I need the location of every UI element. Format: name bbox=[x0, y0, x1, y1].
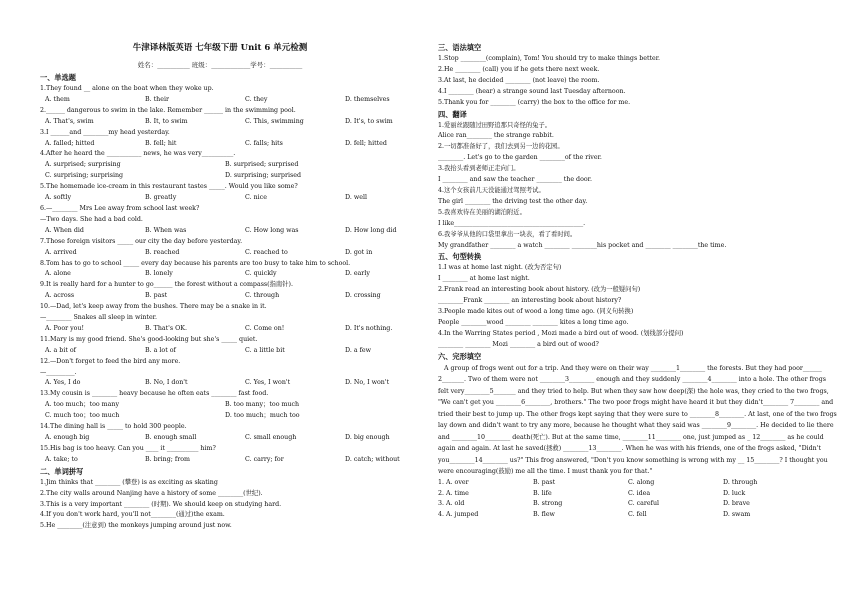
option[interactable]: B. past bbox=[145, 292, 168, 300]
pattern-answer: ________Frank ________ an interesting book about history? bbox=[438, 297, 622, 305]
translation-prompt: 6.我爷爷从他的口袋里拿出一块表，看了看时间。 bbox=[438, 230, 577, 238]
grammar-item: 4.I ________ (hear) a strange sound last Tuesday afternoon. bbox=[438, 87, 626, 95]
options bbox=[40, 346, 440, 357]
right-column bbox=[438, 42, 838, 521]
option[interactable]: D. themselves bbox=[345, 95, 390, 103]
option[interactable]: A. When did bbox=[45, 226, 84, 234]
question: 9.It is really hard for a hunter to go______ the forest without a compass(指南针). bbox=[40, 281, 293, 289]
question: 4.After he heard the ___________ news, he was very__________. bbox=[40, 150, 236, 158]
options bbox=[40, 117, 440, 128]
option[interactable]: C. careful bbox=[628, 500, 660, 508]
translation-answer: I ________ and saw the teacher ________ the door. bbox=[438, 176, 592, 184]
pattern-prompt: 1.I was at home last night. (改为否定句) bbox=[438, 264, 562, 272]
grammar-item: 1.Stop ________(complain), Tom! You should try to make things better. bbox=[438, 55, 661, 62]
pattern-prompt: 2.Frank read an interesting book about history. (改为一般疑问句) bbox=[438, 286, 641, 294]
question: 2.______ dangerous to swim in the lake. Remember ______ in the swimming pool. bbox=[40, 106, 296, 114]
option[interactable]: D. swam bbox=[723, 511, 751, 519]
options bbox=[40, 95, 440, 106]
option[interactable]: C. Yes, I won't bbox=[245, 379, 291, 387]
question: 3.I ______and ________my head yesterday. bbox=[40, 128, 170, 136]
options bbox=[40, 291, 440, 302]
option[interactable]: B. When was bbox=[145, 226, 187, 234]
option[interactable]: D. well bbox=[345, 194, 367, 202]
options bbox=[40, 160, 440, 182]
option[interactable]: D. fell; hitted bbox=[345, 139, 387, 147]
question: 10.—Dad, let's keep away from the bushes. There may be a snake in it. bbox=[40, 303, 267, 311]
option[interactable]: D. brave bbox=[723, 500, 750, 508]
option[interactable]: D. too much；much too bbox=[225, 412, 300, 420]
option[interactable]: 2. A. time bbox=[438, 489, 469, 497]
option[interactable]: A. arrived bbox=[45, 248, 77, 256]
option[interactable]: A. too much；too many bbox=[45, 401, 120, 409]
options bbox=[40, 269, 440, 280]
section-title: 六、完形填空 bbox=[438, 351, 482, 361]
translation-prompt: 4.这个女孩前几天没能通过驾照考试。 bbox=[438, 186, 545, 194]
section-title: 四、翻译 bbox=[438, 109, 467, 119]
option[interactable]: A. softly bbox=[45, 194, 72, 202]
option[interactable]: C. much too；too much bbox=[45, 412, 120, 420]
option[interactable]: 4. A. jumped bbox=[438, 511, 479, 519]
options bbox=[438, 478, 838, 489]
option[interactable]: B. life bbox=[533, 489, 552, 497]
spelling-item: 2.The city walls around Nanjing have a history of some ________(世纪). bbox=[40, 489, 263, 497]
option[interactable]: A. across bbox=[45, 292, 75, 300]
option[interactable]: C. Come on! bbox=[245, 324, 285, 332]
option[interactable]: D. catch; without bbox=[345, 455, 400, 463]
options bbox=[40, 324, 440, 335]
option[interactable]: 3. A. old bbox=[438, 500, 465, 508]
translation-answer: Alice ran________ the strange rabbit. bbox=[438, 132, 554, 140]
question-line: —________ Snakes all sleep in winter. bbox=[40, 314, 158, 322]
translation-answer: The girl ________ the driving test the other day. bbox=[438, 197, 588, 205]
option[interactable]: C. carry; for bbox=[245, 455, 284, 463]
option[interactable]: C. falls; hits bbox=[245, 139, 283, 147]
option[interactable]: A. alone bbox=[45, 270, 71, 278]
options bbox=[40, 378, 440, 389]
option[interactable]: B. enough small bbox=[145, 434, 197, 441]
spelling-item: 1.Jim thinks that ________ (攀登) is as exciting as skating bbox=[40, 478, 218, 486]
question: 15.His bag is too heavy. Can you ____ it __________ him? bbox=[40, 444, 216, 452]
option[interactable]: B. greatly bbox=[145, 194, 177, 202]
option[interactable]: B. too many；too much bbox=[225, 401, 300, 409]
translation-answer: ________. Let's go to the garden ________of the river. bbox=[438, 154, 602, 162]
option[interactable]: D. crossing bbox=[345, 292, 381, 300]
option[interactable]: B. their bbox=[145, 95, 169, 103]
option[interactable]: D. surprising; surprised bbox=[225, 172, 301, 180]
page-title: 牛津译林版英语 七年级下册 Unit 6 单元检测 bbox=[132, 43, 308, 53]
question-line: —_________. bbox=[40, 368, 77, 376]
option[interactable]: A. Yes, I do bbox=[45, 379, 81, 387]
option[interactable]: D. It's nothing. bbox=[345, 324, 393, 332]
spelling-item: 3.This is a very important ________ (时期). We should keep on studying hard. bbox=[40, 500, 282, 508]
option[interactable]: A. them bbox=[45, 95, 70, 103]
pattern-answer: People ________wood ________ ________ kites a long time ago. bbox=[438, 318, 629, 326]
option[interactable]: D. through bbox=[723, 478, 758, 486]
option[interactable]: D. early bbox=[345, 270, 370, 278]
option[interactable]: D. It's, to swim bbox=[345, 117, 393, 125]
pattern-prompt: 4.In the Warring States period , Mozi made a bird out of wood. (划线部分提问) bbox=[438, 329, 684, 337]
translation-prompt: 2.一切都准备好了，我们去到另一边的花园。 bbox=[438, 143, 564, 151]
student-info-line: 姓名：__________ 班级：____________学号：__________ bbox=[137, 61, 303, 69]
translation-answer: My grandfather ________ a watch ________ ________his pocket and ________ ________the time. bbox=[438, 241, 727, 249]
option[interactable]: C. a little bit bbox=[245, 346, 285, 354]
options bbox=[40, 455, 440, 466]
translation-answer: I like_________________________________________. bbox=[438, 219, 586, 227]
option[interactable]: C. How long was bbox=[245, 226, 299, 234]
options bbox=[40, 400, 440, 422]
option[interactable]: B. lonely bbox=[145, 270, 173, 278]
option[interactable]: C. through bbox=[245, 292, 280, 300]
question: 6.—________ Mrs Lee away from school last week? bbox=[40, 204, 200, 212]
option[interactable]: B. No, I don't bbox=[145, 379, 188, 387]
option[interactable]: B. It, to swim bbox=[145, 117, 188, 125]
translation-prompt: 5.我喜欢待在美丽的湖泊附近。 bbox=[438, 208, 526, 216]
option[interactable]: A. That's, swim bbox=[45, 117, 94, 125]
option[interactable]: B. past bbox=[533, 478, 556, 486]
option[interactable]: D. a few bbox=[345, 346, 372, 354]
pattern-answer: I ________ at home last night. bbox=[438, 275, 530, 283]
grammar-item: 5.Thank you for ________ (carry) the box to the office for me. bbox=[438, 98, 631, 106]
question-line: —Two days. She had a bad cold. bbox=[40, 215, 143, 223]
question: 13.My cousin is ________ heavy because he often eats ________ fast food. bbox=[40, 390, 269, 398]
option[interactable]: B. flew bbox=[533, 511, 555, 519]
question: 11.Mary is my good friend. She's good-looking but she's _____ quiet. bbox=[40, 335, 258, 343]
options bbox=[438, 499, 838, 510]
question: 14.The dining hall is _____ to hold 300 people. bbox=[40, 423, 187, 431]
option[interactable]: C. idea bbox=[628, 489, 651, 497]
option[interactable]: A. surprised; surprising bbox=[45, 161, 121, 169]
option[interactable]: A. falled; hitted bbox=[45, 139, 95, 147]
options bbox=[438, 510, 838, 521]
grammar-item: 2.He ________ (call) you if he gets there next week. bbox=[438, 65, 600, 73]
option[interactable]: D. How long did bbox=[345, 226, 397, 234]
option[interactable]: B. reached bbox=[145, 248, 180, 256]
option[interactable]: B. bring; from bbox=[145, 455, 190, 463]
option[interactable]: D. big enough bbox=[345, 434, 390, 441]
section-title: 一、单选题 bbox=[40, 73, 76, 82]
option[interactable]: B. fell; hit bbox=[145, 139, 177, 147]
translation-prompt: 3.我抬头看到老师正走向门。 bbox=[438, 165, 520, 173]
option[interactable]: B. strong bbox=[533, 500, 563, 508]
pattern-answer: ________ ________ Mozi ________ a bird out of wood? bbox=[438, 340, 599, 348]
option[interactable]: C. along bbox=[628, 478, 655, 486]
options bbox=[40, 139, 440, 150]
question: 1.They found __ alone on the boat when they woke up. bbox=[40, 85, 214, 92]
option[interactable]: C. This, swimming bbox=[245, 117, 304, 125]
option[interactable]: C. nice bbox=[245, 194, 267, 202]
option[interactable]: D. No, I won't bbox=[345, 379, 390, 387]
section-title: 五、句型转换 bbox=[438, 252, 482, 262]
option[interactable]: C. reached to bbox=[245, 248, 288, 256]
question: 7.Those foreign visitors _____ our city the day before yesterday. bbox=[40, 237, 243, 245]
option[interactable]: C. fell bbox=[628, 511, 647, 519]
option[interactable]: C. they bbox=[245, 95, 268, 103]
option[interactable]: A. take; to bbox=[45, 455, 78, 463]
option[interactable]: C. surprising; surprising bbox=[45, 172, 124, 180]
option[interactable]: C. small enough bbox=[245, 434, 297, 441]
question: 12.—Don't forget to feed the bird any more. bbox=[40, 357, 181, 365]
options bbox=[40, 248, 440, 259]
option[interactable]: 1. A. over bbox=[438, 478, 469, 486]
question: 5.The homemade ice-cream in this restaurant tastes _____. Would you like some? bbox=[40, 183, 298, 191]
question: 8.Tom has to go to school _____ every day because his parents are too busy to take him to school. bbox=[40, 259, 351, 267]
option[interactable]: A. Poor you! bbox=[45, 324, 85, 332]
option[interactable]: B. surprised; surprised bbox=[225, 161, 299, 169]
pattern-prompt: 3.People made kites out of wood a long time ago. (同义句转换) bbox=[438, 308, 634, 316]
left-column bbox=[40, 72, 440, 532]
option[interactable]: D. luck bbox=[723, 489, 746, 497]
option[interactable]: A. a bit of bbox=[45, 346, 77, 354]
options bbox=[438, 489, 838, 500]
option[interactable]: B. That's OK. bbox=[145, 324, 188, 332]
options bbox=[40, 193, 440, 204]
option[interactable]: B. a lot of bbox=[145, 346, 176, 354]
section-title: 三、语法填空 bbox=[438, 43, 482, 52]
section-title: 二、单词拼写 bbox=[40, 466, 84, 476]
options bbox=[40, 433, 440, 444]
option[interactable]: D. got in bbox=[345, 248, 373, 256]
option[interactable]: C. quickly bbox=[245, 270, 277, 278]
options bbox=[40, 226, 440, 237]
translation-prompt: 1.爱丽丝跟随过田野追那只奇怪的兔子。 bbox=[438, 121, 552, 129]
spelling-item: 4.If you don't work hard, you'll not________(通过)the exam. bbox=[40, 511, 225, 519]
cloze-passage: A group of frogs went out for a trip. And they were on their way ________1________ the forests. But they had poor______ 2_______. Two of them were not ________3________ enough and they suddenly ________4________ into a hole. The other frogs felt very________5_______ and they tried to help. But when they saw how deep(深) the hole was, they cried to the two frogs, "We can't get you ________6________, brothers." The two poor frogs might have heard it but they didn't________ 7________ and tried their best to jump up. The other frogs kept saying that they were sure to ________8________. At last, one of the two frogs lay down and didn't want to try any more, because he thought what they said was ________9________. He decided to lie there and ________10________ death(死亡). But at the same time, ________11________ one, just jumped as _ 12________ as he could again and again. At last he saved(拯救) ________13________. When he was with his friends, one of the frogs asked, "Didn't you________14________ us?" This frog answered, "Don't you know something is wrong with my __ 15________? I thought you were encouraging(鼓励) me all the time. I must thank you for that." bbox=[438, 364, 837, 476]
grammar-item: 3.At last, he decided ________ (not leave) the room. bbox=[438, 76, 600, 84]
option[interactable]: A. enough big bbox=[45, 434, 90, 441]
spelling-item: 5.He ________(注意到) the monkeys jumping around just now. bbox=[40, 522, 232, 530]
